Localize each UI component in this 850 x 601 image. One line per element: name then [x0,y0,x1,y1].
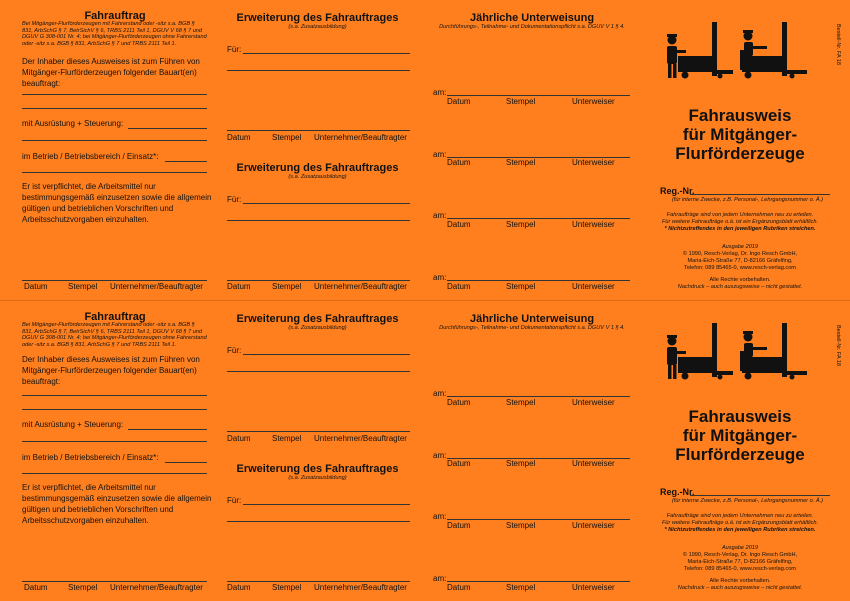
fahrauftrag-intro: Der Inhaber dieses Ausweises ist zum Führen von Mitgänger-Flurförderzeugen folgender Bauart(en) beauftragt: [22,57,200,88]
ext-sig-employer-2: Unternehmer/Beauftragter [314,282,407,291]
inst-date-2: Datum [447,459,471,468]
inst-stamp-1: Stempel [506,398,536,407]
cover-title-line-2: für Mitgänger- [682,125,798,144]
inst-instructor-1: Unterweiser [572,398,615,407]
rights-2: Nachdruck – auch auszugsweise – nicht gestattet. [677,585,803,591]
reg-label: Reg.-Nr. [660,186,695,196]
location-line-1[interactable] [165,161,207,162]
publisher-address: Maria-Eich-Straße 77, D-82166 Gräfelfing, [687,559,793,565]
inst-date-3: Datum [447,521,471,530]
fahrauftrag-title: Fahrauftrag [84,311,146,323]
ext-sig-employer-1: Unternehmer/Beauftragter [314,434,407,443]
inst-stamp-4: Stempel [506,583,536,592]
rights-1: Alle Rechte vorbehalten. [709,578,771,584]
for-line-1b[interactable] [227,371,410,372]
ext-sig-date-2: Datum [227,282,251,291]
ext-sig-date-1: Datum [227,133,251,142]
ext-sig-stamp-1: Stempel [272,133,302,142]
ext-sig-date-1: Datum [227,434,251,443]
instruction-note: Durchführungs-, Teilnahme- und Dokumentationspflicht s.a. DGUV V 1 § 4. [439,24,625,30]
for-label-1: Für: [227,346,242,355]
am-label-4: am: [433,574,447,583]
equipment-label: mit Ausrüstung + Steuerung: [22,420,124,429]
ext-sig-date-2: Datum [227,583,251,592]
publisher-address: Maria-Eich-Straße 77, D-82166 Gräfelfing, [687,258,793,264]
am-line-1[interactable] [447,95,630,96]
inst-stamp-4: Stempel [506,282,536,291]
equipment-line-1[interactable] [128,429,207,430]
inst-instructor-4: Unterweiser [572,282,615,291]
sig-employer: Unternehmer/Beauftragter [110,282,203,291]
instruction-note: Durchführungs-, Teilnahme- und Dokumentationspflicht s.a. DGUV V 1 § 4. [439,325,625,331]
sig-stamp: Stempel [68,583,98,592]
cover-note-1: Fahraufträge sind von jedem Unternehmen neu zu erteilen. [666,212,814,218]
inst-instructor-2: Unterweiser [572,459,615,468]
extension-title-1: Erweiterung des Fahrauftrages [236,313,399,325]
for-label-2: Für: [227,195,242,204]
duty-text: Er ist verpflichtet, die Arbeitsmittel nur bestimmungsgemäß einzusetzen sowie die allgemein gültigen und betrieblichen Vorschriften und Arbeitsschutzvorgaben einzuhalten. [22,182,212,224]
card-top [0,0,850,300]
for-label-1: Für: [227,45,242,54]
sig-employer: Unternehmer/Beauftragter [110,583,203,592]
inst-instructor-2: Unterweiser [572,158,615,167]
publisher: © 1990, Resch-Verlag, Dr. Ingo Resch GmbH, [682,251,798,257]
for-line-2a[interactable] [243,504,410,505]
type-line-1[interactable] [22,395,207,396]
extension-subtitle-1: (s.a. Zusatzausbildung) [288,24,347,30]
cover-title-line-2: für Mitgänger- [682,426,798,445]
rights-2: Nachdruck – auch auszugsweise – nicht gestattet. [677,284,803,290]
location-label: im Betrieb / Betriebsbereich / Einsatz*: [22,152,159,161]
extension-subtitle-2: (s.a. Zusatzausbildung) [288,475,347,481]
cover-note-3: * Nichtzutreffendes in den jeweiligen Rubriken streichen. [664,226,816,232]
inst-instructor-4: Unterweiser [572,583,615,592]
inst-date-1: Datum [447,398,471,407]
extension-subtitle-2: (s.a. Zusatzausbildung) [288,174,347,180]
type-line-1[interactable] [22,94,207,95]
am-label-3: am: [433,512,447,521]
inst-instructor-3: Unterweiser [572,220,615,229]
extension-sig-line-1[interactable] [227,431,410,432]
pedestrian-forklift-icon [660,20,820,82]
edition: Ausgabe 2019 [721,244,759,250]
location-label: im Betrieb / Betriebsbereich / Einsatz*: [22,453,159,462]
inst-date-3: Datum [447,220,471,229]
location-line-1[interactable] [165,462,207,463]
cover-note-2: Für weitere Fahraufträge o.ä. ist ein Ergänzungsblatt erhältlich. [661,520,819,526]
inst-date-4: Datum [447,583,471,592]
for-line-2b[interactable] [227,220,410,221]
instruction-title: Jährliche Unterweisung [469,12,595,24]
extension-sig-line-2[interactable] [227,280,410,281]
am-label-1: am: [433,88,447,97]
pedestrian-forklift-icon [660,321,820,383]
inst-stamp-2: Stempel [506,459,536,468]
inst-date-4: Datum [447,282,471,291]
sig-stamp: Stempel [68,282,98,291]
equipment-line-2[interactable] [22,441,207,442]
extension-sig-line-2[interactable] [227,581,410,582]
for-label-2: Für: [227,496,242,505]
cover-note-2: Für weitere Fahraufträge o.ä. ist ein Ergänzungsblatt erhältlich. [661,219,819,225]
am-label-1: am: [433,389,447,398]
location-line-2[interactable] [22,172,207,173]
for-line-2b[interactable] [227,521,410,522]
am-label-3: am: [433,211,447,220]
reg-line[interactable] [690,495,830,496]
am-line-3[interactable] [447,519,630,520]
cover-title [640,407,840,464]
publisher: © 1990, Resch-Verlag, Dr. Ingo Resch GmbH, [682,552,798,558]
order-number: Bestell-Nr. FA 18 [835,325,841,366]
reg-hint: (für interne Zwecke, z.B. Personal-, Lehrgangsnummer o. Ä.) [671,197,824,203]
rights-1: Alle Rechte vorbehalten. [709,277,771,283]
order-number: Bestell-Nr. FA 18 [835,24,841,65]
fahrauftrag-legal-note: Bei Mitgänger-Flurförderzeugen mit Fahrerstand oder -sitz s.a. BGB § 831, ArbSchG § 7, BetrSichV § 6, TRBS 2111 Teil 1, DGUV V 68 § 7 und DGUV G 308-001 Nr. 4; bei Mitgänger-Flurförderzeugen ohne Fahrerstand oder -sitz s.a. BGB § 831, ArbSchG § 7 und TRBS 2111 Teil 1. [22,322,207,348]
am-label-4: am: [433,273,447,282]
signature-line[interactable] [22,581,207,582]
equipment-line-2[interactable] [22,140,207,141]
publisher-contact: Telefon: 089 85465-0, www.resch-verlag.com [684,265,796,271]
inst-instructor-1: Unterweiser [572,97,615,106]
extension-title-1: Erweiterung des Fahrauftrages [236,12,399,24]
extension-title-2: Erweiterung des Fahrauftrages [236,463,399,475]
for-line-1a[interactable] [243,354,410,355]
am-label-2: am: [433,150,447,159]
am-line-4[interactable] [447,280,630,281]
inst-instructor-3: Unterweiser [572,521,615,530]
cover-title-line-1: Fahrausweis [688,407,792,426]
extension-title-2: Erweiterung des Fahrauftrages [236,162,399,174]
duty-text: Er ist verpflichtet, die Arbeitsmittel nur bestimmungsgemäß einzusetzen sowie die allgemein gültigen und betrieblichen Vorschriften und Arbeitsschutzvorgaben einzuhalten. [22,483,212,525]
edition: Ausgabe 2019 [721,545,759,551]
inst-date-1: Datum [447,97,471,106]
for-line-1a[interactable] [243,53,410,54]
sig-date: Datum [24,583,48,592]
cover-title-line-3: Flurförderzeuge [675,445,805,464]
reg-label: Reg.-Nr. [660,487,695,497]
location-line-2[interactable] [22,473,207,474]
inst-date-2: Datum [447,158,471,167]
am-line-3[interactable] [447,218,630,219]
inst-stamp-3: Stempel [506,521,536,530]
reg-line[interactable] [690,194,830,195]
fahrauftrag-intro: Der Inhaber dieses Ausweises ist zum Führen von Mitgänger-Flurförderzeugen folgender Bauart(en) beauftragt: [22,355,200,386]
type-line-2[interactable] [22,108,207,109]
publisher-contact: Telefon: 089 85465-0, www.resch-verlag.com [684,566,796,572]
ext-sig-stamp-2: Stempel [272,583,302,592]
cover-note-3: * Nichtzutreffendes in den jeweiligen Rubriken streichen. [664,527,816,533]
card-bottom [0,300,850,601]
for-line-1b[interactable] [227,70,410,71]
ext-sig-stamp-1: Stempel [272,434,302,443]
type-line-2[interactable] [22,409,207,410]
reg-hint: (für interne Zwecke, z.B. Personal-, Lehrgangsnummer o. Ä.) [671,498,824,504]
signature-line[interactable] [22,280,207,281]
sig-date: Datum [24,282,48,291]
cover-title [640,106,840,163]
cover-title-line-1: Fahrausweis [688,106,792,125]
fahrauftrag-legal-note: Bei Mitgänger-Flurförderzeugen mit Fahrerstand oder -sitz s.a. BGB § 831, ArbSchG § 7, BetrSichV § 6, TRBS 2111 Teil 1, DGUV V 68 § 7 und DGUV G 308-001 Nr. 4; bei Mitgänger-Flurförderzeugen ohne Fahrerstand oder -sitz s.a. BGB § 831, ArbSchG § 7 und TRBS 2111 Teil 1. [22,21,207,47]
inst-stamp-2: Stempel [506,158,536,167]
for-line-2a[interactable] [243,203,410,204]
am-line-4[interactable] [447,581,630,582]
cover-title-line-3: Flurförderzeuge [675,144,805,163]
ext-sig-stamp-2: Stempel [272,282,302,291]
inst-stamp-1: Stempel [506,97,536,106]
extension-subtitle-1: (s.a. Zusatzausbildung) [288,325,347,331]
equipment-line-1[interactable] [128,128,207,129]
ext-sig-employer-2: Unternehmer/Beauftragter [314,583,407,592]
am-line-1[interactable] [447,396,630,397]
cover-note-1: Fahraufträge sind von jedem Unternehmen neu zu erteilen. [666,513,814,519]
fahrauftrag-title: Fahrauftrag [84,10,146,22]
extension-sig-line-1[interactable] [227,130,410,131]
ext-sig-employer-1: Unternehmer/Beauftragter [314,133,407,142]
equipment-label: mit Ausrüstung + Steuerung: [22,119,124,128]
instruction-title: Jährliche Unterweisung [469,313,595,325]
am-label-2: am: [433,451,447,460]
inst-stamp-3: Stempel [506,220,536,229]
